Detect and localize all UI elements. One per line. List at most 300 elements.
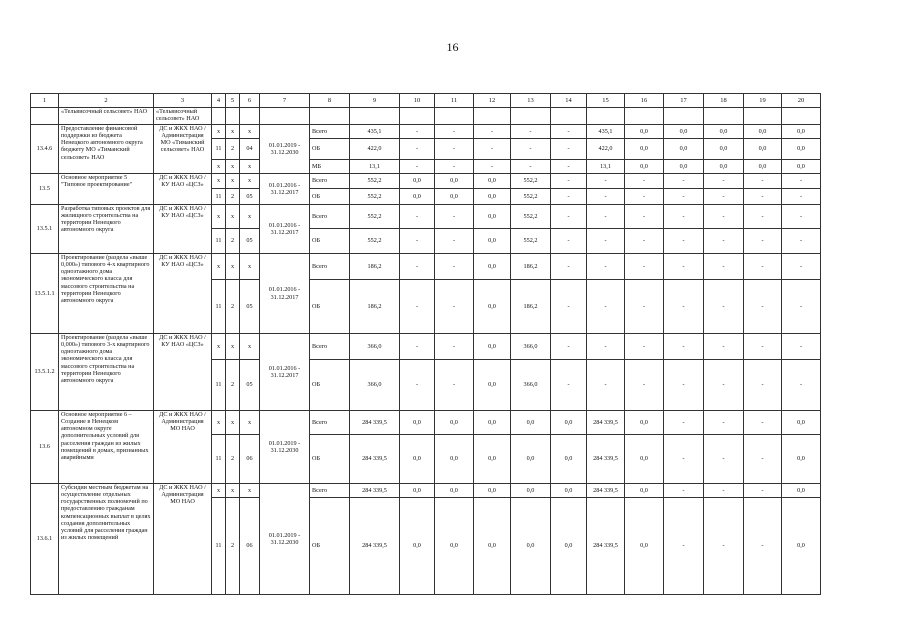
executor-cell: ДС и ЖКХ НАО / КУ НАО «ЦСЗ» [154, 334, 212, 411]
empty-cell [744, 108, 782, 125]
value-cell: 552,2 [350, 189, 400, 205]
value-cell: - [782, 334, 821, 360]
value-cell: - [435, 254, 474, 280]
column-number-cell: 14 [551, 94, 587, 108]
value-cell: 0,0 [782, 160, 821, 174]
value-cell: - [782, 280, 821, 334]
period-cell: 01.01.2016 - 31.12.2017 [260, 205, 310, 254]
value-cell: - [435, 280, 474, 334]
subprogram-code-cell: x [226, 254, 240, 280]
empty-cell [587, 108, 625, 125]
executor-cell: ДС и ЖКХ НАО / КУ НАО «ЦСЗ» [154, 205, 212, 254]
value-cell: - [704, 334, 744, 360]
subprogram-code-cell: x [226, 411, 240, 435]
value-cell: 0,0 [400, 174, 435, 189]
value-cell: 0,0 [400, 189, 435, 205]
subprogram-code-cell: x [226, 174, 240, 189]
value-cell: 0,0 [400, 411, 435, 435]
page-number: 16 [446, 40, 459, 54]
value-cell: - [782, 360, 821, 411]
value-cell: 284 339,5 [350, 498, 400, 595]
value-cell: 0,0 [782, 125, 821, 139]
subprogram-code-cell: 2 [226, 229, 240, 254]
value-cell: 186,2 [511, 254, 551, 280]
name-cell: Разработка типовых проектов для жилищного строительства на территории Ненецкого автономного округа [59, 205, 154, 254]
value-cell: 0,0 [551, 435, 587, 484]
value-cell: - [551, 334, 587, 360]
source-cell: Всего [310, 411, 350, 435]
value-cell: 0,0 [704, 125, 744, 139]
value-cell: 0,0 [664, 160, 704, 174]
measure-code-cell: x [240, 254, 260, 280]
subprogram-code-cell: x [226, 125, 240, 139]
value-cell: 0,0 [400, 484, 435, 498]
column-number-cell: 13 [511, 94, 551, 108]
value-cell: - [400, 280, 435, 334]
subprogram-code-cell: x [226, 334, 240, 360]
source-cell: Всего [310, 125, 350, 139]
column-number-cell: 12 [474, 94, 511, 108]
value-cell: - [744, 411, 782, 435]
value-cell: 552,2 [511, 174, 551, 189]
value-cell: - [704, 189, 744, 205]
value-cell: - [587, 280, 625, 334]
value-cell: 435,1 [587, 125, 625, 139]
value-cell: - [474, 125, 511, 139]
period-cell: 01.01.2016 - 31.12.2017 [260, 334, 310, 411]
value-cell: - [435, 139, 474, 160]
value-cell: - [704, 498, 744, 595]
value-cell: 0,0 [704, 139, 744, 160]
value-cell: 552,2 [511, 229, 551, 254]
value-cell: - [625, 360, 664, 411]
column-number-cell: 9 [350, 94, 400, 108]
column-number-cell: 17 [664, 94, 704, 108]
value-cell: 552,2 [511, 205, 551, 229]
name-cell: «Тельвисочный сельсовет» НАО [59, 108, 154, 125]
column-number-cell: 5 [226, 94, 240, 108]
value-cell: - [744, 174, 782, 189]
gp-code-cell: x [212, 254, 226, 280]
value-cell: - [400, 205, 435, 229]
name-cell: Основное мероприятие 6 – Создание в Ненецком автономном округе дополнительных условий для расселения граждан из жилых помещений в домах, признанных аварийными [59, 411, 154, 484]
value-cell: 422,0 [587, 139, 625, 160]
value-cell: 0,0 [474, 229, 511, 254]
value-cell: - [744, 280, 782, 334]
value-cell: 0,0 [782, 411, 821, 435]
subprogram-code-cell: 2 [226, 360, 240, 411]
source-cell: Всего [310, 205, 350, 229]
value-cell: 0,0 [625, 411, 664, 435]
column-number-cell: 1 [31, 94, 59, 108]
value-cell: - [744, 189, 782, 205]
column-number-cell: 7 [260, 94, 310, 108]
value-cell: 0,0 [744, 125, 782, 139]
value-cell: - [704, 435, 744, 484]
measure-code-cell: x [240, 484, 260, 498]
table-row [31, 484, 821, 498]
value-cell: - [704, 229, 744, 254]
gp-code-cell: x [212, 411, 226, 435]
value-cell: - [435, 125, 474, 139]
period-cell: 01.01.2019 - 31.12.2030 [260, 411, 310, 484]
code-cell: 13.6.1 [31, 484, 59, 595]
value-cell: 0,0 [625, 498, 664, 595]
value-cell: - [664, 229, 704, 254]
value-cell: - [664, 189, 704, 205]
value-cell: - [625, 334, 664, 360]
value-cell: - [587, 360, 625, 411]
code-cell [31, 108, 59, 125]
value-cell: 284 339,5 [587, 484, 625, 498]
empty-cell [310, 108, 350, 125]
column-number-cell: 11 [435, 94, 474, 108]
value-cell: 0,0 [664, 139, 704, 160]
value-cell: 0,0 [474, 334, 511, 360]
subprogram-code-cell: 2 [226, 139, 240, 160]
value-cell: - [744, 254, 782, 280]
value-cell: 0,0 [625, 139, 664, 160]
column-number-cell: 6 [240, 94, 260, 108]
value-cell: - [474, 160, 511, 174]
value-cell: 0,0 [474, 254, 511, 280]
gp-code-cell: 11 [212, 498, 226, 595]
value-cell: - [587, 205, 625, 229]
value-cell: - [664, 174, 704, 189]
measure-code-cell: x [240, 205, 260, 229]
column-number-cell: 15 [587, 94, 625, 108]
value-cell: 0,0 [474, 280, 511, 334]
value-cell: 0,0 [435, 484, 474, 498]
column-number-cell: 20 [782, 94, 821, 108]
value-cell: - [782, 205, 821, 229]
measure-code-cell: x [240, 160, 260, 174]
executor-cell: ДС и ЖКХ НАО / Администрация МО НАО [154, 484, 212, 595]
value-cell: 0,0 [625, 484, 664, 498]
value-cell: - [782, 254, 821, 280]
period-cell: 01.01.2019 - 31.12.2030 [260, 484, 310, 595]
period-cell: 01.01.2016 - 31.12.2017 [260, 174, 310, 205]
value-cell: - [435, 229, 474, 254]
subprogram-code-cell: 2 [226, 189, 240, 205]
subprogram-code-cell: x [226, 160, 240, 174]
value-cell: - [400, 334, 435, 360]
column-number-cell: 4 [212, 94, 226, 108]
gp-code-cell: x [212, 125, 226, 139]
measure-code-cell: 05 [240, 229, 260, 254]
empty-cell [551, 108, 587, 125]
value-cell: - [704, 411, 744, 435]
source-cell: ОБ [310, 229, 350, 254]
value-cell: 186,2 [350, 280, 400, 334]
code-cell: 13.5.1.2 [31, 334, 59, 411]
value-cell: 552,2 [511, 189, 551, 205]
value-cell: - [625, 174, 664, 189]
value-cell: 0,0 [435, 411, 474, 435]
value-cell: - [474, 139, 511, 160]
value-cell: - [551, 280, 587, 334]
measure-code-cell: x [240, 125, 260, 139]
value-cell: - [744, 498, 782, 595]
subprogram-code-cell: x [226, 484, 240, 498]
source-cell: ОБ [310, 280, 350, 334]
subprogram-code-cell: 2 [226, 280, 240, 334]
empty-cell [240, 108, 260, 125]
value-cell: - [400, 229, 435, 254]
value-cell: 284 339,5 [587, 411, 625, 435]
source-cell: Всего [310, 334, 350, 360]
source-cell: ОБ [310, 498, 350, 595]
table-row [31, 125, 821, 139]
name-cell: Основное мероприятие 5 "Типовое проектирование" [59, 174, 154, 205]
table-row [31, 254, 821, 280]
code-cell: 13.5.1.1 [31, 254, 59, 334]
value-cell: - [664, 205, 704, 229]
name-cell: Проектирование (раздела «выше 0,000») типового 3-х квартирного одноэтажного дома экономического класса для массового строительства на территории Ненецкого автономного округа [59, 334, 154, 411]
gp-code-cell: x [212, 334, 226, 360]
value-cell: 0,0 [435, 174, 474, 189]
empty-cell [435, 108, 474, 125]
table-row [31, 411, 821, 435]
gp-code-cell: x [212, 484, 226, 498]
gp-code-cell: 11 [212, 435, 226, 484]
value-cell: - [744, 435, 782, 484]
value-cell: 435,1 [350, 125, 400, 139]
empty-cell [664, 108, 704, 125]
value-cell: - [744, 484, 782, 498]
table-row [31, 174, 821, 189]
code-cell: 13.6 [31, 411, 59, 484]
value-cell: 0,0 [551, 411, 587, 435]
source-cell: Всего [310, 254, 350, 280]
empty-cell [226, 108, 240, 125]
value-cell: 284 339,5 [350, 411, 400, 435]
gp-code-cell: 11 [212, 139, 226, 160]
source-cell: ОБ [310, 435, 350, 484]
value-cell: 0,0 [474, 498, 511, 595]
value-cell: - [551, 125, 587, 139]
value-cell: 0,0 [744, 160, 782, 174]
value-cell: - [704, 280, 744, 334]
column-number-cell: 16 [625, 94, 664, 108]
value-cell: - [587, 189, 625, 205]
value-cell: - [625, 189, 664, 205]
value-cell: 0,0 [400, 435, 435, 484]
value-cell: 0,0 [511, 411, 551, 435]
value-cell: 366,0 [511, 334, 551, 360]
value-cell: - [551, 160, 587, 174]
gp-code-cell: 11 [212, 229, 226, 254]
value-cell: - [664, 360, 704, 411]
column-number-cell: 18 [704, 94, 744, 108]
source-cell: ОБ [310, 360, 350, 411]
value-cell: - [782, 229, 821, 254]
code-cell: 13.5 [31, 174, 59, 205]
value-cell: - [511, 160, 551, 174]
value-cell: 13,1 [587, 160, 625, 174]
value-cell: - [435, 334, 474, 360]
value-cell: - [664, 498, 704, 595]
value-cell: - [435, 160, 474, 174]
value-cell: 0,0 [625, 435, 664, 484]
table-row [31, 205, 821, 229]
empty-cell [782, 108, 821, 125]
value-cell: - [625, 205, 664, 229]
value-cell: 0,0 [782, 435, 821, 484]
value-cell: - [664, 334, 704, 360]
value-cell: 284 339,5 [587, 498, 625, 595]
value-cell: 13,1 [350, 160, 400, 174]
value-cell: 0,0 [744, 139, 782, 160]
value-cell: - [704, 205, 744, 229]
empty-cell [511, 108, 551, 125]
column-number-cell: 10 [400, 94, 435, 108]
empty-cell [350, 108, 400, 125]
name-cell: Проектирование (раздела «выше 0,000») типового 4-х квартирного одноэтажного дома экономического класса для массового строительства на территории Ненецкого автономного округа [59, 254, 154, 334]
value-cell: 0,0 [782, 139, 821, 160]
value-cell: 0,0 [551, 498, 587, 595]
value-cell: - [782, 189, 821, 205]
gp-code-cell: x [212, 174, 226, 189]
value-cell: 284 339,5 [350, 484, 400, 498]
value-cell: - [625, 229, 664, 254]
value-cell: 0,0 [474, 484, 511, 498]
value-cell: - [664, 484, 704, 498]
source-cell: ОБ [310, 189, 350, 205]
continuation-row [31, 108, 821, 125]
value-cell: 0,0 [474, 435, 511, 484]
name-cell: Субсидии местным бюджетам на осуществление отдельных государственных полномочий по предоставлению гражданам компенсационных выплат в целях создания дополнительных условий для расселения граждан из жилых помещений [59, 484, 154, 595]
measure-code-cell: 06 [240, 435, 260, 484]
value-cell: 0,0 [511, 435, 551, 484]
value-cell: - [551, 139, 587, 160]
value-cell: 422,0 [350, 139, 400, 160]
measure-code-cell: 04 [240, 139, 260, 160]
value-cell: 0,0 [474, 189, 511, 205]
value-cell: 0,0 [704, 160, 744, 174]
value-cell: - [551, 205, 587, 229]
value-cell: 0,0 [511, 484, 551, 498]
value-cell: - [400, 139, 435, 160]
value-cell: - [664, 280, 704, 334]
code-cell: 13.5.1 [31, 205, 59, 254]
value-cell: 284 339,5 [350, 435, 400, 484]
subprogram-code-cell: x [226, 205, 240, 229]
executor-cell: ДС и ЖКХ НАО / КУ НАО «ЦСЗ» [154, 254, 212, 334]
value-cell: 0,0 [435, 498, 474, 595]
value-cell: 0,0 [782, 498, 821, 595]
empty-cell [625, 108, 664, 125]
value-cell: - [587, 174, 625, 189]
source-cell: Всего [310, 484, 350, 498]
value-cell: 0,0 [664, 125, 704, 139]
value-cell: 186,2 [350, 254, 400, 280]
subprogram-code-cell: 2 [226, 435, 240, 484]
value-cell: 0,0 [782, 484, 821, 498]
value-cell: - [664, 435, 704, 484]
value-cell: - [400, 360, 435, 411]
value-cell: 552,2 [350, 174, 400, 189]
value-cell: 0,0 [474, 205, 511, 229]
executor-cell: ДС и ЖКХ НАО /Администрация МО «Тиманский сельсовет» НАО [154, 125, 212, 174]
value-cell: 0,0 [435, 189, 474, 205]
value-cell: 0,0 [474, 411, 511, 435]
source-cell: Всего [310, 174, 350, 189]
measure-code-cell: x [240, 334, 260, 360]
value-cell: - [744, 229, 782, 254]
empty-cell [704, 108, 744, 125]
value-cell: - [435, 360, 474, 411]
value-cell: 186,2 [511, 280, 551, 334]
period-cell: 01.01.2019 - 31.12.2030 [260, 125, 310, 174]
value-cell: 552,2 [350, 205, 400, 229]
value-cell: - [551, 254, 587, 280]
value-cell: - [782, 174, 821, 189]
value-cell: 0,0 [625, 125, 664, 139]
value-cell: 366,0 [350, 360, 400, 411]
value-cell: 0,0 [625, 160, 664, 174]
column-number-cell: 2 [59, 94, 154, 108]
value-cell: - [511, 125, 551, 139]
empty-cell [474, 108, 511, 125]
value-cell: - [551, 174, 587, 189]
value-cell: - [704, 254, 744, 280]
value-cell: 366,0 [350, 334, 400, 360]
value-cell: 552,2 [350, 229, 400, 254]
gp-code-cell: x [212, 205, 226, 229]
column-number-cell: 3 [154, 94, 212, 108]
measure-code-cell: 05 [240, 360, 260, 411]
measure-code-cell: 05 [240, 280, 260, 334]
period-cell: 01.01.2016 - 31.12.2017 [260, 254, 310, 334]
subprogram-code-cell: 2 [226, 498, 240, 595]
value-cell: - [400, 160, 435, 174]
value-cell: 0,0 [551, 484, 587, 498]
value-cell: - [400, 125, 435, 139]
program-table [30, 93, 821, 595]
measure-code-cell: x [240, 411, 260, 435]
gp-code-cell: 11 [212, 360, 226, 411]
measure-code-cell: x [240, 174, 260, 189]
value-cell: 0,0 [474, 174, 511, 189]
code-cell: 13.4.6 [31, 125, 59, 174]
value-cell: - [435, 205, 474, 229]
gp-code-cell: x [212, 160, 226, 174]
value-cell: - [664, 411, 704, 435]
source-cell: ОБ [310, 139, 350, 160]
executor-cell: ДС и ЖКХ НАО /Администрация МО НАО [154, 411, 212, 484]
value-cell: - [744, 334, 782, 360]
value-cell: - [625, 254, 664, 280]
value-cell: - [587, 229, 625, 254]
measure-code-cell: 05 [240, 189, 260, 205]
value-cell: - [704, 360, 744, 411]
table-row [31, 334, 821, 360]
value-cell: - [587, 254, 625, 280]
value-cell: - [625, 280, 664, 334]
empty-cell [260, 108, 310, 125]
executor-cell: «Тельвисочный сельсовет» НАО [154, 108, 212, 125]
column-number-row [31, 94, 821, 108]
value-cell: - [551, 189, 587, 205]
value-cell: - [587, 334, 625, 360]
value-cell: - [744, 360, 782, 411]
value-cell: 284 339,5 [587, 435, 625, 484]
source-cell: МБ [310, 160, 350, 174]
value-cell: - [551, 360, 587, 411]
value-cell: 366,0 [511, 360, 551, 411]
value-cell: - [551, 229, 587, 254]
